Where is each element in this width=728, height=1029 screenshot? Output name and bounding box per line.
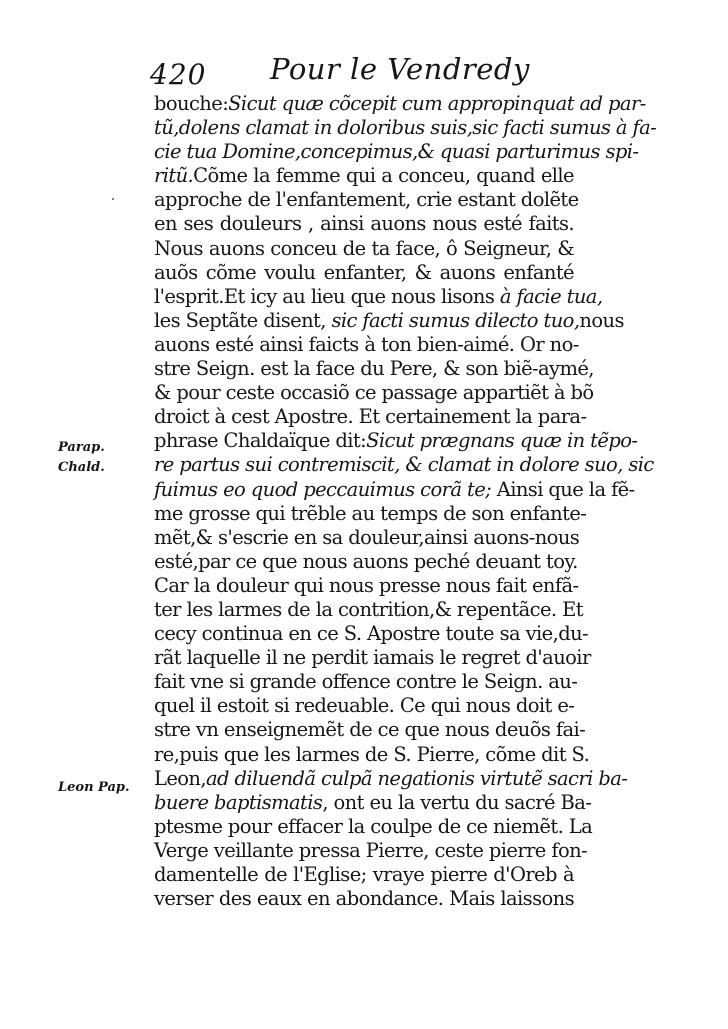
latin-quote-segment: Sicut prægnans quæ in tẽpo- [366,429,638,453]
text-segment: stre Seign. est la face du Pere, & son biẽ-aymé, [154,357,594,381]
text-line [154,405,587,429]
text-line [154,237,574,261]
marginal-note-paraphrase [58,438,105,478]
text-segment: Nous auons conceu de ta face, ô Seigneur, & [154,236,574,260]
text-line [154,284,603,309]
text-line [154,308,624,333]
latin-quote-segment: fuimus eo quod peccauimus corã te; [154,477,492,501]
text-line [154,188,579,212]
marginal-note-line: Leon Pap. [58,780,130,795]
latin-quote-segment: à facie tua, [499,284,603,308]
text-line [154,381,594,405]
running-head: Pour le Vendredy [270,52,530,86]
text-segment: mẽt,& s'escrie en sa douleur,ainsi auons-nous [154,525,580,549]
text-line [154,838,588,863]
ink-speck [112,198,114,200]
text-line [154,694,574,718]
text-line [154,814,593,839]
text-line [154,164,574,188]
text-line [154,597,583,622]
page-header [150,52,580,92]
text-line [154,501,587,526]
text-segment: me grosse qui trẽble au temps de son enfante- [154,501,587,525]
text-segment: ter les larmes de la contrition,& repentãce. Et [154,597,583,621]
marginal-note-line: Parap. [58,440,105,455]
text-segment: Verge veillante pressa Pierre, ceste pierre fon- [154,838,588,862]
text-segment: auons esté ainsi faicts à ton bien-aimé. Or no- [154,332,579,356]
text-segment: ptesme pour effacer la coulpe de ce niemẽt. La [154,814,593,838]
text-line [154,261,574,285]
text-line [154,622,589,646]
text-line [154,863,574,887]
text-line [154,525,580,550]
text-line [154,92,646,116]
text-line [154,140,639,164]
text-line [154,887,574,911]
marginal-note-line: Chald. [58,460,105,475]
text-segment: nous [579,308,624,332]
text-segment: droict à cest Apostre. Et certainement la para- [154,405,587,429]
text-line [154,646,591,670]
text-line [154,477,635,502]
text-segment: phrase Chaldaïque dit: [154,429,367,453]
text-line [154,357,594,381]
text-segment: en ses douleurs , ainsi auons nous esté faits. [154,212,574,236]
text-segment: Cõme la femme qui a conceu, quand elle [193,164,574,188]
text-segment: & pour ceste occasiõ ce passage appartiẽt à bõ [154,381,594,405]
text-segment: bouche: [154,92,229,115]
text-line [154,766,628,791]
text-line [154,116,657,140]
text-segment: verser des eaux en abondance. Mais laissons [154,887,574,911]
text-line [154,718,586,742]
latin-quote-segment: re partus sui contremiscit, & clamat in dolore suo, sic [154,453,654,477]
text-segment: esté,par ce que nous auons peché deuant toy. [154,549,578,573]
text-line [154,790,592,815]
text-line [154,429,638,453]
text-line [154,453,654,477]
text-segment: quel il estoit si redeuable. Ce qui nous doit e- [154,694,575,718]
text-segment: fait vne si grande offence contre le Seign. au- [154,670,578,694]
text-segment: , ont eu la vertu du sacré Ba- [322,790,592,814]
text-line [154,212,574,236]
text-segment: stre vn enseignemẽt de ce que nous deuõs fai- [154,718,586,742]
text-segment: Ainsi que la fẽ- [491,477,635,501]
text-segment: Car la douleur qui nous presse nous fait enfã- [154,573,579,597]
text-segment: damentelle de l'Eglise; vraye pierre d'Oreb à [154,863,574,886]
latin-quote-segment: ritũ. [154,164,194,188]
text-line [154,549,578,574]
text-segment: cecy continua en ce S. Apostre toute sa vie,du- [154,622,589,646]
text-segment: auõs cõme voulu enfanter, & auons enfanté [154,260,574,284]
text-line [154,742,590,767]
text-segment: re,puis que les larmes de S. Pierre, cõme dit S. [154,742,590,766]
text-segment: les Septãte disent, [154,308,332,332]
page-number: 420 [150,58,207,91]
latin-quote-segment: sic facti sumus dilecto tuo, [331,308,580,332]
text-segment: Leon, [154,766,206,790]
text-line [154,332,579,357]
text-line [154,670,578,694]
text-segment: rãt laquelle il ne perdit iamais le regret d'auoir [154,646,591,670]
text-line [154,573,579,598]
text-segment: l'esprit.Et icy au lieu que nous lisons [154,284,500,308]
body-text [154,92,657,911]
latin-quote-segment: ad diluendã culpã negationis virtutẽ sacri ba- [206,766,628,790]
text-segment: approche de l'enfantement, crie estant dolẽte [154,188,579,212]
latin-quote-segment: Sicut quæ cõcepit cum appropinquat ad par- [228,92,646,115]
latin-quote-segment: buere baptismatis [154,790,323,814]
marginal-note-leon [58,778,130,798]
latin-quote-segment: cie tua Domine,concepimus,& quasi parturimus spi- [154,140,639,164]
latin-quote-segment: tũ,dolens clamat in doloribus suis,sic facti sumus à fa- [154,116,657,140]
